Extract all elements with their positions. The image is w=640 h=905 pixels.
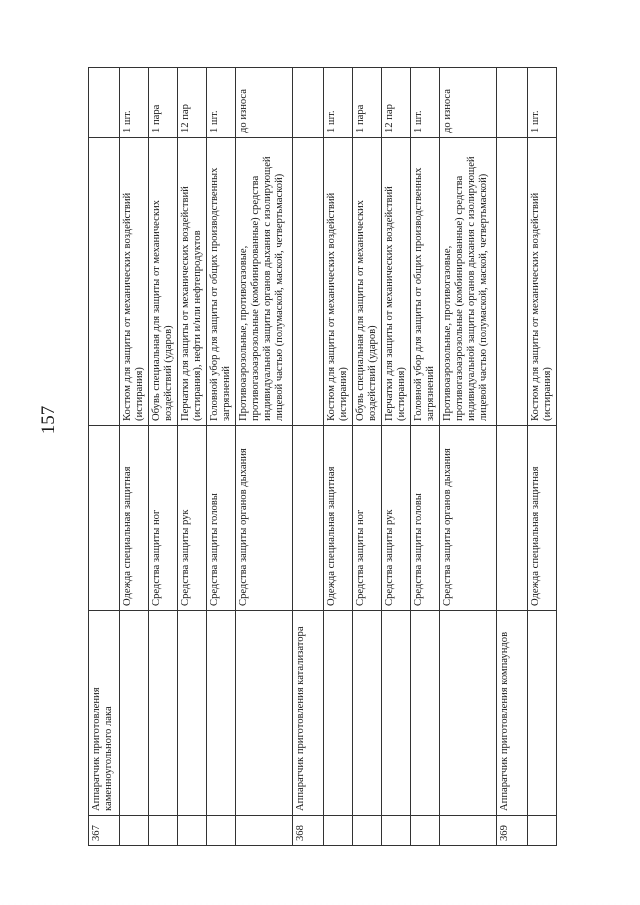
profession-title: Аппаратчик приготовления катализатора: [293, 611, 324, 816]
ppe-norm: 12 пар: [178, 68, 207, 138]
ppe-norm: 1 шт.: [120, 68, 149, 138]
ppe-name: Головной убор для защиты от общих производственных загрязнений: [207, 138, 236, 426]
page-number: 157: [38, 405, 59, 435]
table-row: [207, 68, 236, 846]
row-number: 368: [293, 816, 324, 846]
row-number: 367: [89, 816, 120, 846]
profession-title: Аппаратчик приготовления каменноугольного лака: [89, 611, 120, 816]
table-row: [353, 68, 382, 846]
ppe-name: Перчатки для защиты от механических воздействий (истирания): [382, 138, 411, 426]
ppe-norm: 1 шт.: [411, 68, 440, 138]
ppe-norms-table: [88, 67, 557, 846]
ppe-norm: 12 пар: [382, 68, 411, 138]
ppe-type: Средства защиты рук: [178, 426, 207, 611]
row-number: 369: [497, 816, 528, 846]
table-body: [89, 68, 557, 846]
ppe-name: Обувь специальная для защиты от механических воздействий (ударов): [149, 138, 178, 426]
ppe-type: Средства защиты ног: [353, 426, 382, 611]
ppe-type: Одежда специальная защитная: [324, 426, 353, 611]
table-row: [293, 68, 324, 846]
ppe-norm: 1 пара: [353, 68, 382, 138]
ppe-name: Костюм для защиты от механических воздействий (истирания): [528, 138, 557, 426]
ppe-name: Перчатки для защиты от механических воздействий (истирания), нефти и/или нефтепродуктов: [178, 138, 207, 426]
ppe-name: Костюм для защиты от механических воздействий (истирания): [324, 138, 353, 426]
ppe-type: Одежда специальная защитная: [528, 426, 557, 611]
ppe-name: Противоаэрозольные, противогазовые, противогазоаэрозольные (комбинированные) средства индивидуальной защиты органов дыхания с изолирующей лицевой частью (полумаской, маской, четвертьмаской): [236, 138, 293, 426]
profession-title: Аппаратчик приготовления компаундов: [497, 611, 528, 816]
table-row: [497, 68, 528, 846]
ppe-name: Костюм для защиты от механических воздействий (истирания): [120, 138, 149, 426]
ppe-type: Средства защиты органов дыхания: [236, 426, 293, 611]
table-row: [528, 68, 557, 846]
ppe-norm: 1 шт.: [324, 68, 353, 138]
ppe-norm: до износа: [236, 68, 293, 138]
ppe-name: Обувь специальная для защиты от механических воздействий (ударов): [353, 138, 382, 426]
table-row: [324, 68, 353, 846]
ppe-table-sheet: [88, 68, 556, 846]
table-row: [236, 68, 293, 846]
ppe-norm: 1 шт.: [528, 68, 557, 138]
ppe-type: Одежда специальная защитная: [120, 426, 149, 611]
ppe-type: Средства защиты головы: [411, 426, 440, 611]
table-row: [382, 68, 411, 846]
ppe-type: Средства защиты головы: [207, 426, 236, 611]
table-row: [440, 68, 497, 846]
ppe-norm: до износа: [440, 68, 497, 138]
ppe-name: Головной убор для защиты от общих производственных загрязнений: [411, 138, 440, 426]
table-row: [178, 68, 207, 846]
table-row: [149, 68, 178, 846]
ppe-type: Средства защиты органов дыхания: [440, 426, 497, 611]
ppe-type: Средства защиты ног: [149, 426, 178, 611]
ppe-norm: 1 пара: [149, 68, 178, 138]
table-row: [89, 68, 120, 846]
table-row: [120, 68, 149, 846]
ppe-type: Средства защиты рук: [382, 426, 411, 611]
ppe-norm: 1 шт.: [207, 68, 236, 138]
ppe-name: Противоаэрозольные, противогазовые, противогазоаэрозольные (комбинированные) средства индивидуальной защиты органов дыхания с изолирующей лицевой частью (полумаской, маской, четвертьмаской): [440, 138, 497, 426]
table-row: [411, 68, 440, 846]
